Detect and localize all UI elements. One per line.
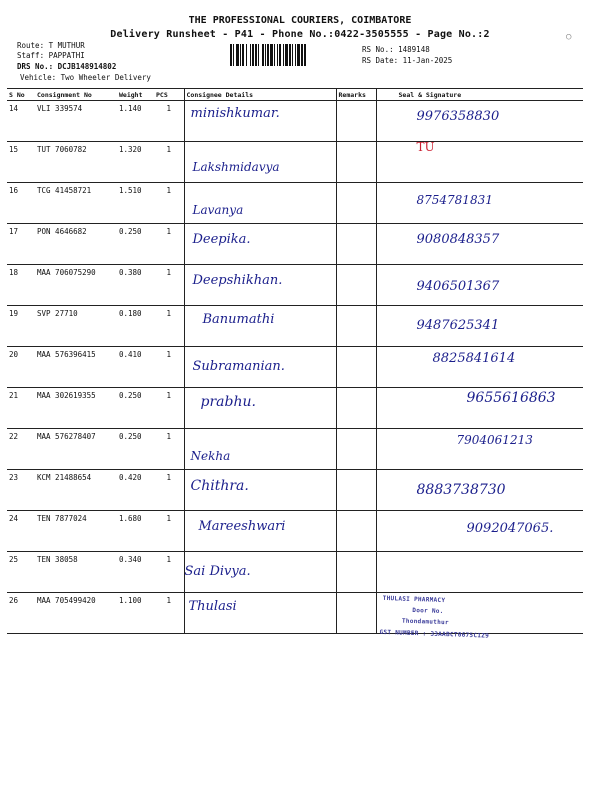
table-row bbox=[7, 183, 583, 224]
table-row bbox=[7, 347, 583, 388]
col-weight: Weight bbox=[117, 89, 154, 101]
seal-handwriting: TU bbox=[416, 140, 435, 154]
seal-cell bbox=[376, 552, 583, 593]
weight-cell: 0.380 bbox=[117, 265, 154, 306]
stamp-gst: GST NUMBER : 33AABCT0675C1Z9 bbox=[379, 628, 490, 640]
barcode-bar bbox=[295, 44, 296, 66]
consignee-handwriting: Banumathi bbox=[202, 312, 275, 327]
pcs-cell: 1 bbox=[154, 593, 184, 634]
sno-cell: 17 bbox=[7, 224, 35, 265]
consignee-handwriting: Mareeshwari bbox=[198, 519, 286, 534]
barcode-bar bbox=[301, 44, 303, 66]
barcode-bar bbox=[240, 44, 241, 66]
seal-handwriting: 8754781831 bbox=[416, 193, 493, 207]
consignee-handwriting: prabhu. bbox=[200, 394, 256, 410]
seal-handwriting: 9487625341 bbox=[416, 318, 500, 333]
barcode-bar bbox=[246, 44, 247, 66]
barcode-bar bbox=[255, 44, 257, 66]
consignment-cell: MAA 302619355 bbox=[35, 388, 117, 429]
page-subtitle: Delivery Runsheet - P41 - Phone No.:0422-3505555 - Page No.:2 bbox=[110, 29, 490, 40]
seal-cell bbox=[376, 347, 583, 388]
pcs-cell: 1 bbox=[154, 265, 184, 306]
sno-cell: 25 bbox=[7, 552, 35, 593]
weight-cell: 0.250 bbox=[117, 224, 154, 265]
consignee-handwriting: Sai Divya. bbox=[184, 564, 251, 579]
barcode-bar bbox=[252, 44, 254, 66]
consignee-cell bbox=[184, 265, 336, 306]
barcode-bar bbox=[279, 44, 281, 66]
remarks-cell bbox=[336, 470, 376, 511]
consignee-handwriting: Deepshikhan. bbox=[192, 273, 283, 288]
sno-cell: 16 bbox=[7, 183, 35, 224]
weight-cell: 1.320 bbox=[117, 142, 154, 183]
consignment-cell: MAA 576278407 bbox=[35, 429, 117, 470]
table-row bbox=[7, 306, 583, 347]
table-row bbox=[7, 388, 583, 429]
consignee-cell bbox=[184, 347, 336, 388]
consignee-cell bbox=[184, 183, 336, 224]
consignee-cell bbox=[184, 552, 336, 593]
consignee-cell bbox=[184, 306, 336, 347]
remarks-cell bbox=[336, 101, 376, 142]
consignee-cell bbox=[184, 593, 336, 634]
seal-handwriting: 9406501367 bbox=[416, 279, 500, 294]
sno-cell: 21 bbox=[7, 388, 35, 429]
col-remarks: Remarks bbox=[336, 89, 376, 101]
consignee-handwriting: Nekha bbox=[190, 449, 231, 463]
col-consignment: Consignment No bbox=[35, 89, 117, 101]
seal-cell bbox=[376, 470, 583, 511]
barcode-bar bbox=[233, 44, 234, 66]
pcs-cell: 1 bbox=[154, 388, 184, 429]
seal-handwriting: 8883738730 bbox=[416, 482, 506, 498]
seal-cell bbox=[376, 183, 583, 224]
consignee-cell bbox=[184, 101, 336, 142]
col-sno: S No bbox=[7, 89, 35, 101]
barcode-bar bbox=[265, 44, 266, 66]
page-title: THE PROFESSIONAL COURIERS, COIMBATORE bbox=[188, 15, 412, 26]
consignment-cell: MAA 576396415 bbox=[35, 347, 117, 388]
barcode-bar bbox=[289, 44, 291, 66]
sno-cell: 19 bbox=[7, 306, 35, 347]
consignment-cell: TUT 7060782 bbox=[35, 142, 117, 183]
barcode-bar bbox=[292, 44, 293, 66]
sno-cell: 14 bbox=[7, 101, 35, 142]
remarks-cell bbox=[336, 347, 376, 388]
consignment-cell: KCM 21488654 bbox=[35, 470, 117, 511]
seal-handwriting: 9092047065. bbox=[466, 521, 554, 536]
consignee-handwriting: minishkumar. bbox=[190, 106, 280, 121]
barcode-bar bbox=[258, 44, 259, 66]
seal-cell bbox=[376, 224, 583, 265]
runsheet-table bbox=[7, 88, 583, 634]
col-consignee: Consignee Details bbox=[184, 89, 336, 101]
remarks-cell bbox=[336, 306, 376, 347]
sno-cell: 15 bbox=[7, 142, 35, 183]
table-row bbox=[7, 142, 583, 183]
consignee-handwriting: Chithra. bbox=[190, 478, 249, 494]
weight-cell: 1.680 bbox=[117, 511, 154, 552]
sno-cell: 23 bbox=[7, 470, 35, 511]
vehicle-label: Vehicle: Two Wheeler Delivery bbox=[20, 73, 151, 82]
pcs-cell: 1 bbox=[154, 347, 184, 388]
table-header-row bbox=[7, 89, 583, 101]
consignee-handwriting: Deepika. bbox=[192, 232, 251, 247]
table-row bbox=[7, 511, 583, 552]
consignee-handwriting: Thulasi bbox=[188, 599, 237, 614]
consignee-handwriting: Lakshmidavya bbox=[192, 160, 280, 174]
consignment-cell: TCG 41458721 bbox=[35, 183, 117, 224]
sno-cell: 18 bbox=[7, 265, 35, 306]
seal-handwriting: 9976358830 bbox=[416, 109, 500, 124]
consignee-handwriting: Lavanya bbox=[192, 203, 244, 217]
table-row bbox=[7, 265, 583, 306]
barcode-bar bbox=[283, 44, 284, 66]
col-seal: Seal & Signature bbox=[376, 89, 583, 101]
weight-cell: 0.410 bbox=[117, 347, 154, 388]
pcs-cell: 1 bbox=[154, 224, 184, 265]
consignment-cell: SVP 27710 bbox=[35, 306, 117, 347]
consignee-handwriting: Subramanian. bbox=[192, 359, 285, 374]
remarks-cell bbox=[336, 429, 376, 470]
weight-cell: 1.100 bbox=[117, 593, 154, 634]
pcs-cell: 1 bbox=[154, 306, 184, 347]
pcs-cell: 1 bbox=[154, 142, 184, 183]
sno-cell: 20 bbox=[7, 347, 35, 388]
remarks-cell bbox=[336, 511, 376, 552]
rs-number: RS No.: 1489148 bbox=[362, 45, 430, 54]
weight-cell: 0.340 bbox=[117, 552, 154, 593]
pcs-cell: 1 bbox=[154, 511, 184, 552]
consignee-cell bbox=[184, 470, 336, 511]
barcode-bar bbox=[285, 44, 288, 66]
remarks-cell bbox=[336, 388, 376, 429]
consignment-cell: MAA 706075290 bbox=[35, 265, 117, 306]
sno-cell: 24 bbox=[7, 511, 35, 552]
corner-mark: ○ bbox=[566, 32, 572, 42]
barcode-bar bbox=[274, 44, 275, 66]
weight-cell: 0.420 bbox=[117, 470, 154, 511]
route-label: Route: T MUTHUR bbox=[17, 41, 85, 50]
remarks-cell bbox=[336, 552, 376, 593]
drs-number: DRS No.: DCJB148914802 bbox=[17, 62, 117, 71]
pcs-cell: 1 bbox=[154, 552, 184, 593]
weight-cell: 0.250 bbox=[117, 388, 154, 429]
pharmacy-stamp bbox=[375, 593, 567, 650]
seal-handwriting: 9080848357 bbox=[416, 232, 500, 247]
remarks-cell bbox=[336, 265, 376, 306]
table-row bbox=[7, 429, 583, 470]
consignee-cell bbox=[184, 429, 336, 470]
table-row bbox=[7, 552, 583, 593]
seal-cell bbox=[376, 429, 583, 470]
table-row bbox=[7, 101, 583, 142]
barcode-bar bbox=[267, 44, 269, 66]
consignee-cell bbox=[184, 224, 336, 265]
seal-cell bbox=[376, 101, 583, 142]
seal-handwriting: 9655616863 bbox=[466, 390, 556, 406]
pcs-cell: 1 bbox=[154, 101, 184, 142]
barcode bbox=[230, 44, 356, 66]
weight-cell: 1.510 bbox=[117, 183, 154, 224]
consignment-cell: TEN 7877024 bbox=[35, 511, 117, 552]
stamp-line-3: Thondamuthur bbox=[401, 617, 450, 627]
seal-handwriting: 8825841614 bbox=[432, 351, 516, 366]
pcs-cell: 1 bbox=[154, 429, 184, 470]
weight-cell: 0.180 bbox=[117, 306, 154, 347]
barcode-bar bbox=[277, 44, 278, 66]
remarks-cell bbox=[336, 183, 376, 224]
sno-cell: 26 bbox=[7, 593, 35, 634]
remarks-cell bbox=[336, 224, 376, 265]
staff-label: Staff: PAPPATHI bbox=[17, 51, 85, 60]
barcode-bar bbox=[230, 44, 232, 66]
rs-date: RS Date: 11-Jan-2025 bbox=[362, 56, 453, 65]
remarks-cell bbox=[336, 142, 376, 183]
seal-cell bbox=[376, 142, 583, 183]
seal-handwriting: 7904061213 bbox=[456, 433, 533, 447]
barcode-bar bbox=[297, 44, 300, 66]
barcode-bar bbox=[262, 44, 264, 66]
consignment-cell: TEN 38058 bbox=[35, 552, 117, 593]
seal-cell bbox=[376, 388, 583, 429]
barcode-bar bbox=[242, 44, 244, 66]
consignment-cell: VLI 339574 bbox=[35, 101, 117, 142]
seal-cell bbox=[376, 511, 583, 552]
consignee-cell bbox=[184, 388, 336, 429]
remarks-cell bbox=[336, 593, 376, 634]
consignee-cell bbox=[184, 511, 336, 552]
seal-cell bbox=[376, 306, 583, 347]
barcode-bar bbox=[304, 44, 306, 66]
stamp-line-2: Door No. bbox=[412, 606, 444, 616]
weight-cell: 1.140 bbox=[117, 101, 154, 142]
consignment-cell: MAA 705499420 bbox=[35, 593, 117, 634]
seal-cell bbox=[376, 265, 583, 306]
pcs-cell: 1 bbox=[154, 183, 184, 224]
table-row bbox=[7, 470, 583, 511]
consignment-cell: PON 4646682 bbox=[35, 224, 117, 265]
barcode-bar bbox=[250, 44, 251, 66]
col-pcs: PCS bbox=[154, 89, 184, 101]
table-row bbox=[7, 224, 583, 265]
consignee-cell bbox=[184, 142, 336, 183]
barcode-bar bbox=[236, 44, 239, 66]
sno-cell: 22 bbox=[7, 429, 35, 470]
weight-cell: 0.250 bbox=[117, 429, 154, 470]
barcode-bar bbox=[270, 44, 273, 66]
stamp-line-1: THULASI PHARMACY bbox=[382, 594, 446, 605]
pcs-cell: 1 bbox=[154, 470, 184, 511]
